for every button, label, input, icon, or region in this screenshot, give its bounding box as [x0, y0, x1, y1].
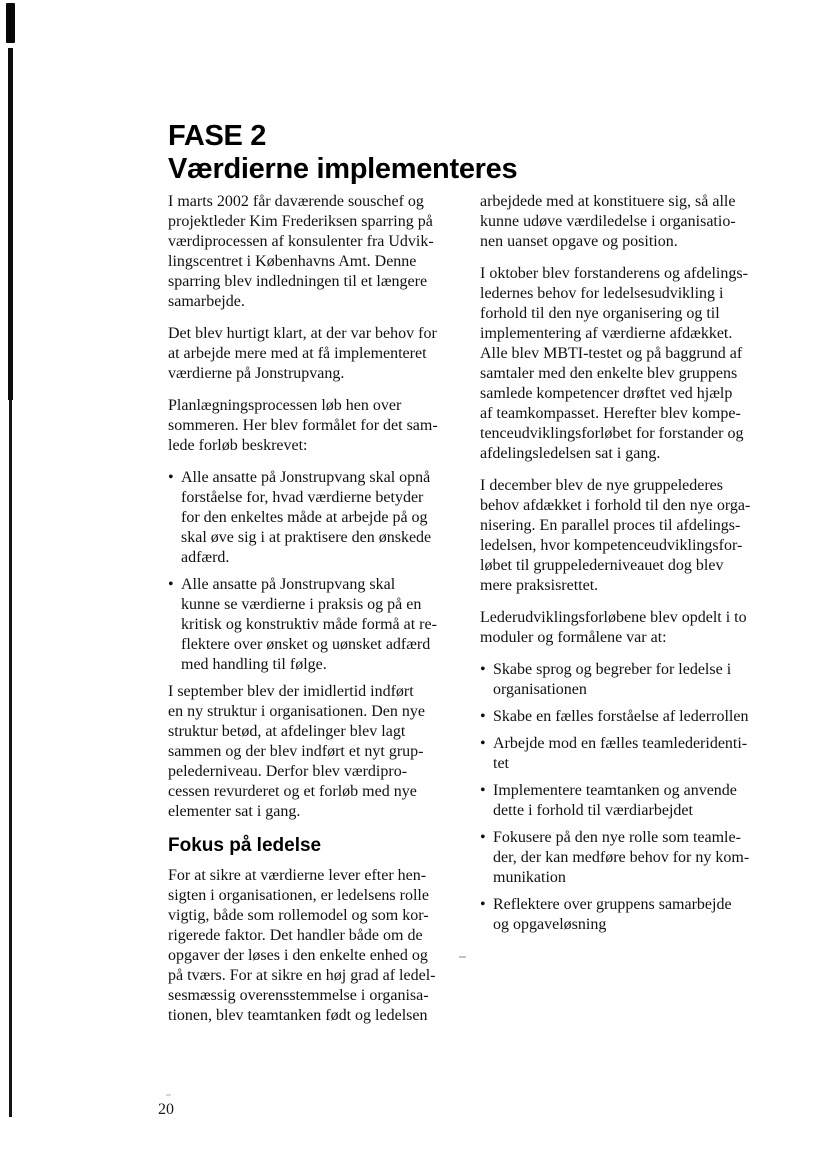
paragraph	[480, 264, 794, 464]
text-line: en ny struktur i organisationen. Den nye	[168, 703, 425, 720]
text-line: samtaler med den enkelte blev gruppens	[480, 365, 738, 382]
text-line: nen uanset opgave og position.	[480, 233, 678, 250]
text-line: I december blev de nye gruppelederes	[480, 477, 723, 494]
text-line: ledelsen, hvor kompetenceudviklingsfor-	[480, 537, 743, 554]
text-line: tet	[493, 755, 509, 772]
paragraph	[480, 608, 794, 648]
paragraph	[168, 192, 468, 312]
bullet-icon: •	[480, 896, 486, 913]
text-line: projektleder Kim Frederiksen sparring på	[168, 213, 433, 230]
paragraph	[480, 476, 794, 596]
text-line: Det blev hurtigt klart, at der var behov for	[168, 325, 437, 342]
right-column	[480, 192, 794, 1038]
text-line: Reflektere over gruppens samarbejde	[493, 896, 732, 913]
text-line: sigten i organisationen, er ledelsens rolle	[168, 887, 429, 904]
text-line: I september blev der imidlertid indført	[168, 683, 414, 700]
text-line: nisering. En parallel proces til afdelings-	[480, 517, 741, 534]
paragraph	[168, 396, 468, 456]
text-line: Planlægningsprocessen løb hen over	[168, 397, 402, 414]
text-line: organisationen	[493, 681, 587, 698]
text-line: rigerede faktor. Det handler både om de	[168, 927, 423, 944]
text-line: sammen og der blev indført et nyt grup-	[168, 743, 424, 760]
text-line: pelederniveau. Derfor blev værdipro-	[168, 763, 408, 780]
text-line: Skabe sprog og begreber for ledelse i	[493, 661, 732, 678]
bullet-item	[480, 781, 794, 821]
scan-edge-band	[8, 48, 13, 400]
text-line: vigtig, både som rollemodel og som kor-	[168, 907, 429, 924]
text-line: I oktober blev forstanderens og afdelings-	[480, 265, 748, 282]
bullet-item	[480, 734, 794, 774]
text-line: For at sikre at værdierne lever efter hen-	[168, 867, 427, 884]
text-line: Skabe en fælles forståelse af lederrollen	[493, 708, 749, 725]
text-line: at arbejde mere med at få implementeret	[168, 345, 427, 362]
text-line: cessen revurderet og et forløb med nye	[168, 783, 417, 800]
text-line: behov afdækket i forhold til den nye orga-	[480, 497, 751, 514]
text-line: tionen, blev teamtanken født og ledelsen	[168, 1007, 428, 1024]
text-line: Lederudviklingsforløbene blev opdelt i to	[480, 609, 747, 626]
text-line: afdelingsledelsen sat i gang.	[480, 445, 661, 462]
text-line: kritisk og konstruktiv måde formå at re-	[181, 616, 437, 633]
bullet-icon: •	[168, 576, 174, 593]
text-line: tenceudviklingsforløbet for forstander og	[480, 425, 744, 442]
text-line: forståelse for, hvad værdierne betyder	[181, 489, 424, 506]
bullet-icon: •	[480, 661, 486, 678]
page-title-line2: Værdierne implementeres	[168, 153, 518, 186]
bullet-item	[168, 468, 468, 568]
text-line: for den enkeltes måde at arbejde på og	[181, 509, 428, 526]
text-line: arbejdede med at konstituere sig, så alle	[480, 193, 736, 210]
text-line: sommeren. Her blev formålet for det sam-	[168, 417, 438, 434]
text-line: kunne udøve værdiledelse i organisatio-	[480, 213, 736, 230]
paragraph	[168, 682, 468, 822]
page-title-line1: FASE 2	[168, 120, 267, 153]
text-line: der, der kan medføre behov for ny kom-	[493, 849, 750, 866]
bullet-item	[480, 828, 794, 888]
text-line: sesmæssig overensstemmelse i organisa-	[168, 987, 429, 1004]
text-line: samlede kompetencer drøftet ved hjælp	[480, 385, 733, 402]
text-line: løbet til gruppelederniveauet dog blev	[480, 557, 724, 574]
page-number: 20	[158, 1101, 174, 1118]
text-line: og opgaveløsning	[493, 916, 607, 933]
bullet-item	[480, 660, 794, 700]
text-line: på tværs. For at sikre en høj grad af ledel-	[168, 967, 436, 984]
text-line: værdiprocessen af konsulenter fra Udvik-	[168, 233, 434, 250]
text-line: skal øve sig i at praktisere den ønskede	[181, 529, 432, 546]
text-line: adfærd.	[181, 549, 230, 566]
text-line: ledernes behov for ledelsesudvikling i	[480, 285, 724, 302]
print-artifact-speck	[166, 1094, 171, 1096]
text-line: kunne se værdierne i praksis og på en	[181, 596, 422, 613]
bullet-item	[480, 895, 794, 935]
text-line: moduler og formålene var at:	[480, 629, 667, 646]
text-line: lingscentret i Københavns Amt. Denne	[168, 253, 417, 270]
bullet-icon: •	[480, 708, 486, 725]
text-line: Alle ansatte på Jonstrupvang skal	[181, 576, 396, 593]
section-heading: Fokus på ledelse	[168, 835, 322, 856]
text-line: af teamkompasset. Herefter blev kompe-	[480, 405, 741, 422]
text-line: Alle blev MBTI-testet og på baggrund af	[480, 345, 743, 362]
text-line: dette i forhold til værdiarbejdet	[493, 802, 693, 819]
bullet-item	[480, 707, 794, 727]
text-line: Alle ansatte på Jonstrupvang skal opnå	[181, 469, 431, 486]
bullet-icon: •	[168, 469, 174, 486]
text-line: munikation	[493, 869, 566, 886]
text-line: I marts 2002 får daværende souschef og	[168, 193, 424, 210]
bullet-icon: •	[480, 735, 486, 752]
two-column-body	[168, 192, 794, 1038]
bullet-icon: •	[480, 782, 486, 799]
text-line: struktur betød, at afdelinger blev lagt	[168, 723, 406, 740]
paragraph	[168, 324, 468, 384]
text-line: Arbejde mod en fælles teamlederidenti-	[493, 735, 748, 752]
text-line: forhold til den nye organisering og til	[480, 305, 720, 322]
bullet-item	[168, 575, 468, 675]
bullet-icon: •	[480, 829, 486, 846]
text-line: Implementere teamtanken og anvende	[493, 782, 737, 799]
scan-edge-line	[9, 400, 12, 1117]
text-line: med handling til følge.	[181, 656, 327, 673]
text-line: samarbejde.	[168, 293, 245, 310]
paragraph	[168, 866, 468, 1026]
text-line: elementer sat i gang.	[168, 803, 301, 820]
left-column	[168, 192, 468, 1038]
scan-edge-top-mark	[6, 3, 15, 43]
text-line: værdierne på Jonstrupvang.	[168, 365, 345, 382]
text-line: implementering af værdierne afdækket.	[480, 325, 733, 342]
text-line: flektere over ønsket og uønsket adfærd	[181, 636, 431, 653]
page-title	[168, 120, 517, 186]
text-line: lede forløb beskrevet:	[168, 437, 308, 454]
text-line: opgaver der løses i den enkelte enhed og	[168, 947, 428, 964]
text-line: sparring blev indledningen til et længere	[168, 273, 428, 290]
text-line: Fokusere på den nye rolle som teamle-	[493, 829, 741, 846]
paragraph	[480, 192, 794, 252]
text-line: mere praksisrettet.	[480, 577, 599, 594]
